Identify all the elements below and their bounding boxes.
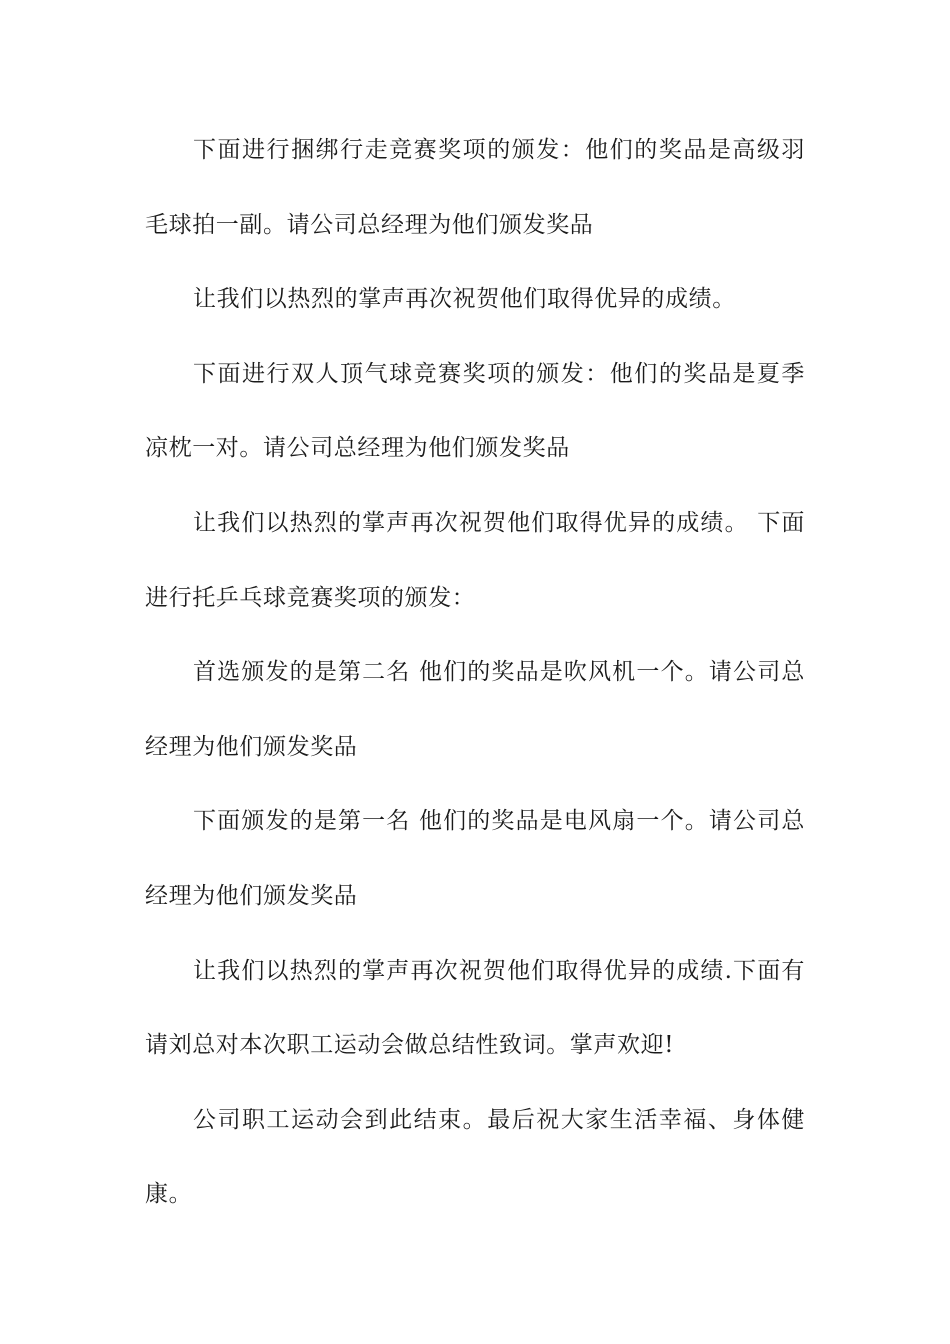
paragraph-applause-closing: 让我们以热烈的掌声再次祝贺他们取得优异的成绩.下面有请刘总对本次职工运动会做总结性致词。掌声欢迎! [145,957,805,1059]
paragraph-award-balloon: 下面进行双人顶气球竞赛奖项的颁发：他们的奖品是夏季凉枕一对。请公司总经理为他们颁发奖品 [145,360,805,462]
paragraph-second-place: 首选颁发的是第二名 他们的奖品是吹风机一个。请公司总经理为他们颁发奖品 [145,659,805,760]
paragraph-award-bundled-walking: 下面进行捆绑行走竞赛奖项的颁发：他们的奖品是高级羽毛球拍一副。请公司总经理为他们颁发奖品 [145,137,805,238]
paragraph-applause-1: 让我们以热烈的掌声再次祝贺他们取得优异的成绩。 [193,286,736,313]
document-body [145,113,805,1232]
paragraph-applause-2: 让我们以热烈的掌声再次祝贺他们取得优异的成绩。 下面进行托乒乓球竞赛奖项的颁发： [145,509,805,611]
paragraph-first-place: 下面颁发的是第一名 他们的奖品是电风扇一个。请公司总经理为他们颁发奖品 [145,808,805,909]
paragraph-ending: 公司职工运动会到此结束。最后祝大家生活幸福、身体健康。 [145,1106,805,1208]
